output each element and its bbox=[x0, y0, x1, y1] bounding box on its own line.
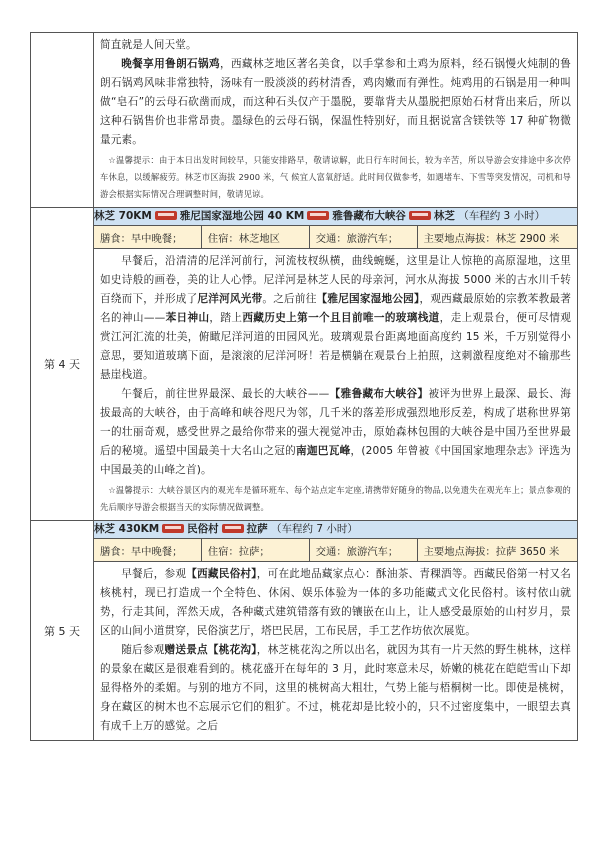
bus-icon bbox=[409, 211, 431, 220]
paragraph: 简直就是人间天堂。 bbox=[100, 39, 197, 51]
route-stop: 雅鲁藏布大峡谷 bbox=[332, 210, 406, 222]
day4-info-row bbox=[31, 226, 578, 249]
bus-icon bbox=[307, 211, 329, 220]
transport-info: 交通：旅游汽车； bbox=[309, 226, 417, 248]
itinerary-table bbox=[30, 32, 578, 741]
highlight: 晚餐享用鲁朗石锅鸡 bbox=[121, 58, 220, 70]
day-label: 第 5 天 bbox=[31, 521, 94, 741]
info-bar bbox=[94, 226, 578, 249]
day4-content bbox=[94, 249, 578, 521]
text: ，观西藏最原始的宗教苯教最著名的神山—— bbox=[100, 293, 571, 324]
day4-content-row bbox=[31, 249, 578, 521]
text: ，(2005 年曾被《中国国家地理杂志》评选为中国最美的山峰之首)。 bbox=[100, 445, 571, 476]
altitude-info: 主要地点海拔：拉萨 3650 米 bbox=[417, 539, 577, 561]
info-bar bbox=[94, 539, 578, 562]
day-label-empty bbox=[31, 33, 94, 208]
paragraph-dinner bbox=[100, 55, 571, 150]
paragraph bbox=[100, 385, 571, 480]
highlight: 【西藏民俗村】 bbox=[186, 568, 257, 580]
route-duration: （车程约 7 小时） bbox=[271, 523, 358, 535]
day5-content bbox=[94, 562, 578, 741]
prev-day-row bbox=[31, 33, 578, 208]
paragraph bbox=[100, 641, 571, 736]
text: 午餐后，前往世界最深、最长的大峡谷—— bbox=[121, 388, 330, 400]
route-stop: 拉萨 bbox=[246, 523, 268, 535]
stay-info: 住宿：林芝地区 bbox=[201, 226, 309, 248]
day4-route-row bbox=[31, 208, 578, 226]
route-bar bbox=[94, 521, 578, 539]
bus-icon bbox=[155, 211, 177, 220]
bus-icon bbox=[222, 524, 244, 533]
paragraph bbox=[100, 252, 571, 385]
route-stop: 民俗村 bbox=[187, 523, 219, 535]
route-stop: 林芝 430KM bbox=[94, 523, 160, 535]
text: ，可在此地品藏家点心：酥油茶、青稞酒等。西藏民俗第一村又名核桃村，现已打造成一个全特色、休闲、娱乐体验为一体的多功能藏式文化民俗村。该村依山就势，行走其间，浑然天成，各种藏式建筑错落有致的镶嵌在山上，让人感受最原始的山村岁月，景区的山间小道贯穿，民俗演艺厅，塔巴民居，工布民居，手工艺作坊依次展览。 bbox=[100, 568, 571, 637]
text: ，走上观景台，便可尽情观赏江河汇流的壮美，俯瞰尼洋河道的田园风光。玻璃观景台距离地面高度约 15 米，千万别觉得小意思，要知道玻璃下面，是滚滚的尼洋河呀！若是横躺在观景台上拍照，这刺激程度绝对不输那些悬崖栈道。 bbox=[100, 312, 571, 381]
day-label: 第 4 天 bbox=[31, 208, 94, 521]
highlight: 赠送景点【桃花沟】 bbox=[164, 644, 257, 656]
text: ，踏上 bbox=[209, 312, 243, 324]
day5-route-row bbox=[31, 521, 578, 539]
text: 被评为世界上最深、最长、海拔最高的大峡谷，由于高峰和峡谷咫尺为邻，几千米的落差形成强烈地形反差，构成了堪称世界第一的壮丽奇观，感受世界之最给你带来的强大视觉冲击，原始森林包围的大峡谷是中国乃至世界最后的秘境。遥望中国最美十大名山之冠的 bbox=[100, 388, 571, 457]
route-stop: 林芝 bbox=[433, 210, 455, 222]
meal-info: 膳食：早中晚餐； bbox=[100, 232, 183, 245]
route-bar bbox=[94, 208, 578, 226]
altitude-info: 主要地点海拔：林芝 2900 米 bbox=[417, 226, 577, 248]
highlight: 【雅尼国家湿地公园】 bbox=[316, 293, 420, 305]
warm-tip: ☆温馨提示：由于本日出发时间较早，只能安排路早，敬请谅解，此日行车时间长，较为辛苦，所以导游会安排途中多次停车休息，以缓解疲劳。林芝市区海拔 2900 米，气 候宜人富氧舒适。此时间仅做参考，如遇堵车、下雪等突发情况，司机和导游会根据实际情况合理调整时间，敬请见谅。 bbox=[100, 155, 571, 199]
highlight: 【雅鲁藏布大峡谷】 bbox=[329, 388, 429, 400]
highlight: 西藏历史上第一个且目前唯一的玻璃栈道 bbox=[242, 312, 440, 324]
day5-info-row bbox=[31, 539, 578, 562]
stay-info: 住宿：拉萨； bbox=[201, 539, 309, 561]
meal-info: 膳食：早中晚餐； bbox=[100, 545, 183, 558]
text: ，林芝桃花沟之所以出名，就因为其有一片天然的野生桃林，这样的景象在藏区是很难看到的。桃花盛开在每年的 3 月，此时寒意未尽，娇嫩的桃花在皑皑雪山下却显得格外的柔媚。与别的地方不同，这里的桃树高大粗壮，气势上能与梧桐树一比。即使是桃树，身在藏区的树木也不忘展示它们的粗犷。不过，桃花却是比较小的，只不过密度集中，一眼望去真有成千上万的感觉。之后 bbox=[100, 644, 571, 732]
route-stop: 林芝 70KM bbox=[94, 210, 152, 222]
text: 随后参观 bbox=[121, 644, 165, 656]
route-duration: （车程约 3 小时） bbox=[458, 210, 546, 222]
text: 早餐后，参观 bbox=[121, 568, 187, 580]
bus-icon bbox=[162, 524, 184, 533]
highlight: 南迦巴瓦峰 bbox=[296, 445, 351, 457]
paragraph bbox=[100, 565, 571, 641]
route-stop: 雅尼国家湿地公园 40 KM bbox=[179, 210, 305, 222]
transport-info: 交通：旅游汽车； bbox=[309, 539, 417, 561]
text: ，西藏林芝地区著名美食，以手掌参和土鸡为原料，经石锅慢火炖制的鲁朗石锅鸡风味非常独特，汤味有一股淡淡的药材清香，鸡肉嫩而有弹性。炖鸡用的石锅是用一种叫做“皂石”的云母石砍凿而成，而这种石头仅产于墨脱，要靠背夫从墨脱把原始石材背出来后，所以这种石锅售价也非常昂贵。墨绿色的云母石锅，保温性特别好，而且据说富含镁铁等 17 种矿物微量元素。 bbox=[100, 58, 571, 146]
prev-day-content bbox=[94, 33, 578, 208]
text: 早餐后，沿清清的尼洋河前行，河流枝杈纵横，曲线蜿蜒，这里是让人惊艳的高原湿地，这里如史诗般的画卷，美的让人心悸。尼洋河是林芝人民的母亲河，河水从海拔 5000 米的古水川千转百绕而下，并形成了 bbox=[100, 255, 571, 305]
day5-content-row bbox=[31, 562, 578, 741]
highlight: 尼洋河风光带 bbox=[197, 293, 263, 305]
text: 。之后前往 bbox=[262, 293, 317, 305]
warm-tip: ☆温馨提示：大峡谷景区内的观光车是循环班车、每个站点定车定座,请携带好随身的物品,以免遗失在观光车上；景点参观的先后顺序导游会根据当天的实际情况做调整。 bbox=[100, 485, 571, 512]
highlight: 苯日神山 bbox=[165, 312, 210, 324]
